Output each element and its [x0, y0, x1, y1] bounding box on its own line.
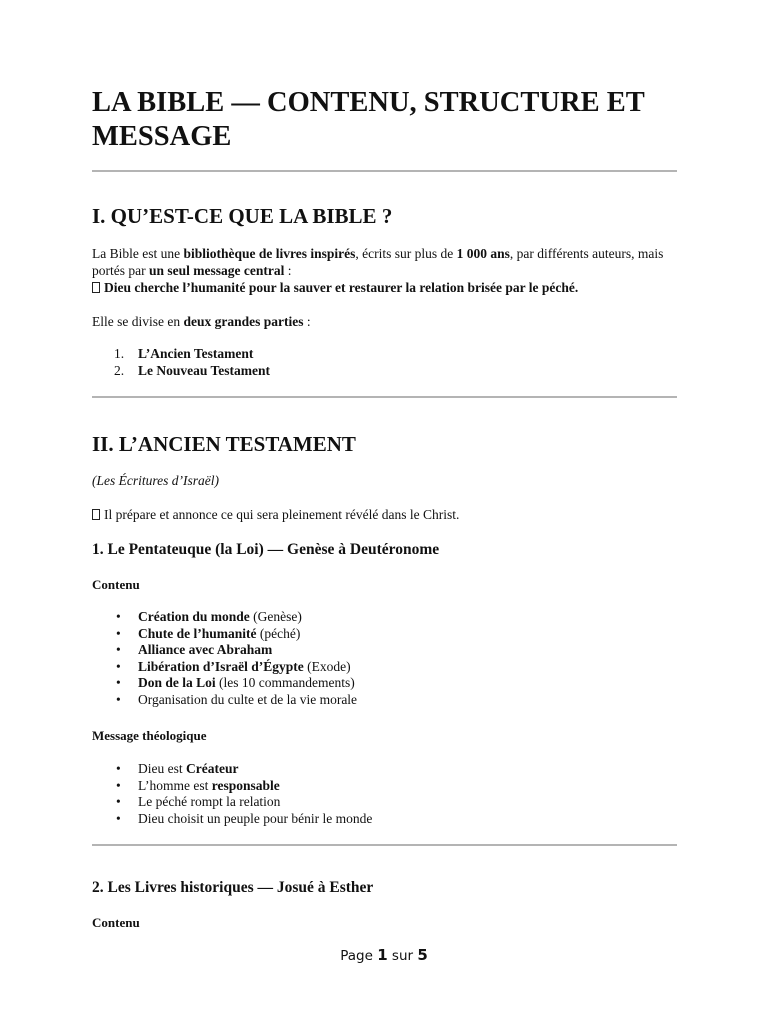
list-item: [92, 794, 372, 811]
bullet-icon: •: [116, 642, 121, 658]
intro-bold-1: bibliothèque de livres inspirés: [183, 246, 356, 261]
bullet-icon: •: [116, 625, 121, 641]
section-2-note: [92, 506, 677, 523]
current-page-number: 1: [377, 946, 388, 964]
bullet-icon: •: [116, 761, 121, 776]
testament-parts-list: [92, 346, 270, 379]
list-item: [92, 642, 357, 659]
section-2-subtitle: (Les Écritures d’Israël): [92, 473, 219, 488]
list-item-bold: Libération d’Israël d’Égypte: [138, 658, 304, 674]
intro-text-1: La Bible est une: [92, 246, 184, 261]
section-2-heading: II. L’ANCIEN TESTAMENT: [92, 432, 356, 456]
divider: [92, 170, 677, 172]
list-item-bold: Créateur: [186, 761, 239, 776]
list-item: [92, 363, 270, 380]
list-number: 2.: [114, 362, 125, 378]
divider: [92, 396, 677, 398]
pentateuque-message-list: [92, 761, 372, 827]
list-item-label: L’Ancien Testament: [138, 346, 254, 361]
central-message-statement: Dieu cherche l’humanité pour la sauver et restaurer la relation brisée par le péché.: [104, 280, 579, 295]
historiques-contenu-label: Contenu: [92, 915, 140, 930]
list-item-label: Le Nouveau Testament: [138, 362, 271, 378]
pentateuque-message-label: Message théologique: [92, 728, 207, 743]
list-item: [92, 778, 372, 795]
list-item-text: Dieu choisit un peuple pour bénir le monde: [138, 810, 373, 826]
list-item-bold: responsable: [211, 777, 280, 793]
page-footer: [0, 946, 768, 965]
bullet-icon: •: [116, 658, 121, 674]
list-item-rest: (Exode): [303, 658, 351, 674]
section-1-intro: [92, 245, 677, 296]
total-page-count: 5: [417, 946, 428, 964]
list-item-bold: Alliance avec Abraham: [138, 642, 273, 658]
list-item-rest: (péché): [256, 625, 301, 641]
missing-glyph-icon: [92, 509, 100, 520]
document-page: [92, 0, 677, 1024]
list-item-rest: Organisation du culte et de la vie morale: [138, 691, 358, 707]
bullet-icon: •: [116, 794, 121, 810]
document-title: LA BIBLE — CONTENU, STRUCTURE ET MESSAGE: [92, 87, 645, 152]
list-item: [92, 346, 270, 363]
footer-page-word: Page: [340, 948, 373, 964]
list-item: [92, 675, 357, 692]
historiques-heading: 2. Les Livres historiques — Josué à Esther: [92, 879, 374, 896]
list-item-bold: Don de la Loi: [138, 675, 216, 691]
list-item: [92, 761, 372, 778]
list-item-bold: Création du monde: [138, 609, 250, 624]
list-item-rest: (Genèse): [249, 609, 302, 624]
division-text-2: :: [303, 314, 311, 329]
list-item-text: L’homme est: [138, 777, 212, 793]
list-number: 1.: [114, 346, 125, 361]
division-text-1: Elle se divise en: [92, 314, 184, 329]
list-item-rest: (les 10 commandements): [215, 675, 355, 691]
list-item-text: Le péché rompt la relation: [138, 794, 281, 810]
divider: [92, 844, 677, 846]
bullet-icon: •: [116, 810, 121, 826]
section-2-note-text: Il prépare et annonce ce qui sera pleinement révélé dans le Christ.: [104, 507, 460, 522]
section-1-heading: I. QU’EST-CE QUE LA BIBLE ?: [92, 204, 393, 228]
bullet-icon: •: [116, 609, 121, 624]
bullet-icon: •: [116, 691, 121, 707]
intro-text-4: :: [284, 263, 292, 278]
pentateuque-heading: 1. Le Pentateuque (la Loi) — Genèse à Deutéronome: [92, 541, 440, 558]
list-item: [92, 609, 357, 626]
footer-of-word: sur: [391, 948, 414, 964]
list-item-bold: Chute de l’humanité: [138, 625, 257, 641]
intro-bold-2: 1 000 ans: [456, 246, 510, 261]
missing-glyph-icon: [92, 282, 100, 293]
division-paragraph: [92, 313, 677, 330]
list-item: [92, 626, 357, 643]
list-item: [92, 659, 357, 676]
bullet-icon: •: [116, 675, 121, 691]
intro-text-2: , écrits sur plus de: [355, 246, 457, 261]
intro-text-3: , par différents auteurs, mais portés par: [92, 246, 664, 278]
intro-bold-3: un seul message central: [148, 263, 285, 278]
pentateuque-contenu-label: Contenu: [92, 577, 140, 592]
bullet-icon: •: [116, 777, 121, 793]
list-item-text: Dieu est: [138, 761, 186, 776]
division-bold: deux grandes parties: [183, 314, 304, 329]
list-item: [92, 692, 357, 709]
pentateuque-contenu-list: [92, 609, 357, 709]
list-item: [92, 811, 372, 828]
